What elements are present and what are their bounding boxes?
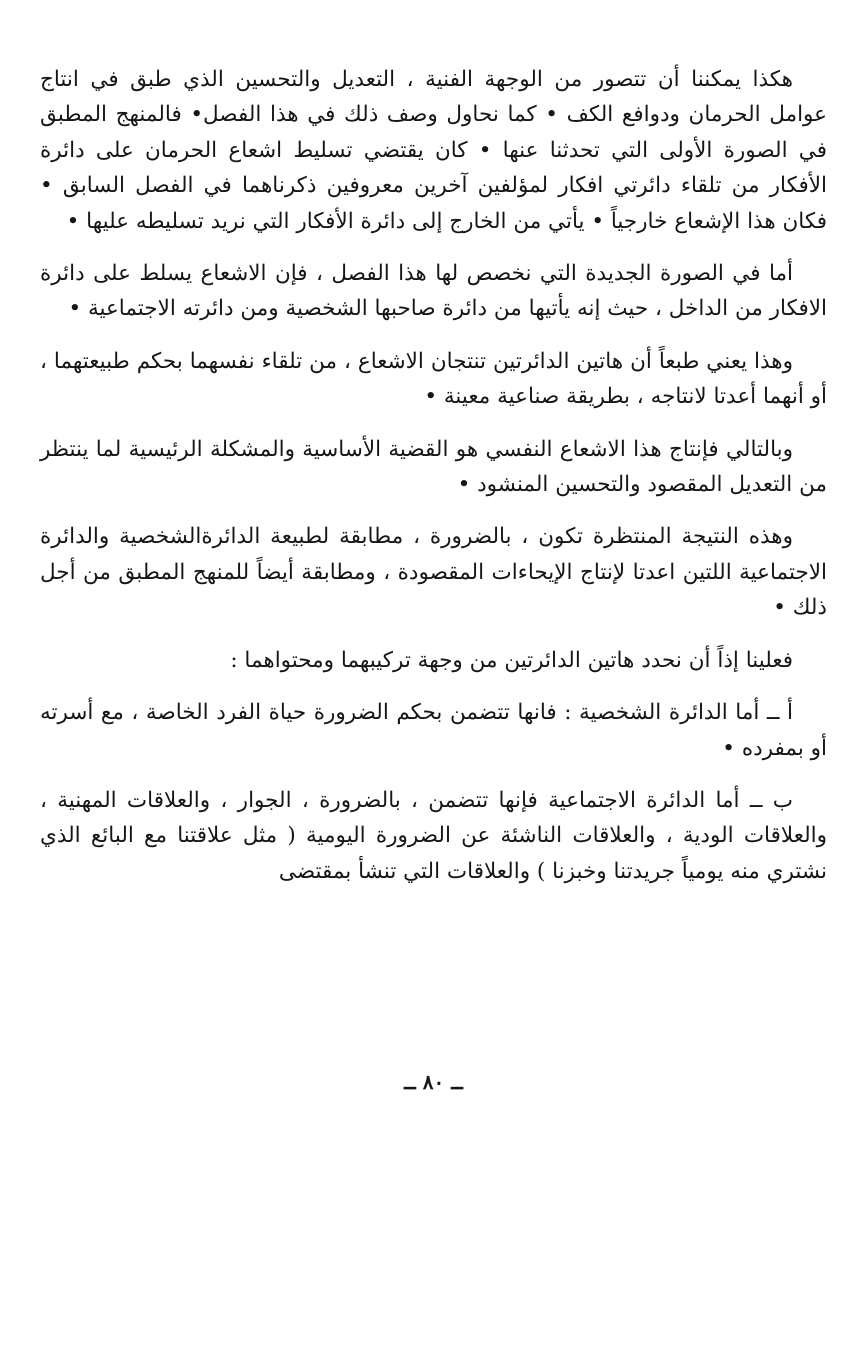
paragraph-3: وهذا يعني طبعاً أن هاتين الدائرتين تنتجان الاشعاع ، من تلقاء نفسهما بحكم طبيعتهما ، أو أنهما أعدتا لانتاجه ، بطريقة صناعية معينة •: [40, 348, 827, 410]
page-body: [40, 62, 827, 906]
paragraph-8-social-circle: ب ــ أما الدائرة الاجتماعية فإنها تتضمن ، بالضرورة ، الجوار ، والعلاقات المهنية ، والعلاقات الودية ، والعلاقات الناشئة عن الضرورة اليومية ( مثل علاقتنا مع البائع الذي نشتري منه يومياً جريدتنا وخبزنا ) والعلاقات التي تنشأ بمقتضى: [40, 787, 827, 884]
paragraph-2: أما في الصورة الجديدة التي نخصص لها هذا الفصل ، فإن الاشعاع يسلط على دائرة الافكار من الداخل ، حيث إنه يأتيها من دائرة صاحبها الشخصية ومن دائرته الاجتماعية •: [40, 261, 827, 322]
paragraph-1: هكذا يمكننا أن تتصور من الوجهة الفنية ، التعديل والتحسين الذي طبق في انتاج عوامل الحرمان ودوافع الكف • كما نحاول وصف ذلك في هذا الفصل• فالمنهج المطبق في الصورة الأولى التي تحدثنا عنها • كان يقتضي تسليط اشعاع الحرمان على دائرة الأفكار من تلقاء دائرتي افكار لمؤلفين آخرين معروفين ذكرناهما في الفصل السابق • فكان هذا الإشعاع خارجياً • يأتي من الخارج إلى دائرة الأفكار التي نريد تسليطه عليها •: [40, 67, 827, 234]
paragraph-7-personal-circle: أ ــ أما الدائرة الشخصية : فانها تتضمن بحكم الضرورة حياة الفرد الخاصة ، مع أسرته أو بمفرده •: [40, 700, 827, 761]
paragraph-6: فعلينا إذاً أن نحدد هاتين الدائرتين من وجهة تركيبهما ومحتواهما :: [230, 647, 793, 673]
page-number: ــ ٨٠ ــ: [404, 1070, 463, 1094]
paragraph-4: وبالتالي فإنتاج هذا الاشعاع النفسي هو القضية الأساسية والمشكلة الرئيسية لما ينتظر من التعديل المقصود والتحسين المنشود •: [40, 436, 827, 498]
paragraph-5: وهذه النتيجة المنتظرة تكون ، بالضرورة ، مطابقة لطبيعة الدائرةالشخصية والدائرة الاجتماعية اللتين اعدتا لإنتاج الإيحاءات المقصودة ، ومطابقة أيضاً للمنهج المطبق من أجل ذلك •: [40, 524, 827, 621]
